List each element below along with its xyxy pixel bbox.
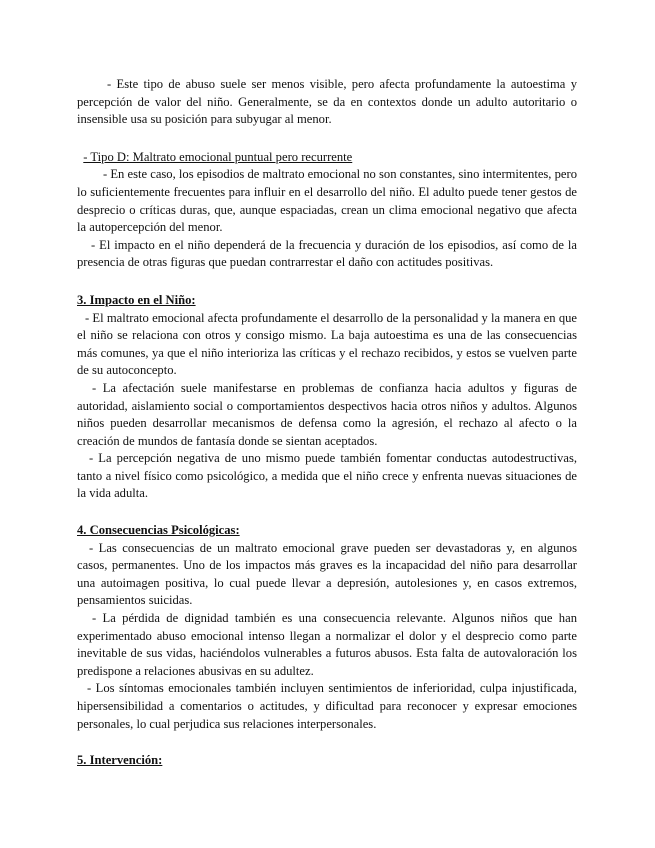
spacer [77, 272, 577, 292]
section-4-paragraph-3: - Los síntomas emocionales también incluyen sentimientos de inferioridad, culpa injustificada, hipersensibilidad a comentarios o actitudes, y dificultad para reconocer y expresar emociones personales, lo cual perjudica sus relaciones interpersonales. [77, 681, 577, 731]
tipo-d-paragraph-1: - En este caso, los episodios de maltrato emocional no son constantes, sino intermitentes, pero lo suficientemente frecuentes para influir en el desarrollo del niño. El adulto puede tener gestos de desprecio o críticas duras, que, aunque espaciadas, crean un clima emocional negativo que afecta la autopercepción del menor. [77, 167, 577, 235]
section-3-heading: 3. Impacto en el Niño: [77, 292, 196, 307]
spacer [77, 733, 577, 752]
tipo-d-subheading [77, 149, 577, 167]
section-5-heading: 5. Intervención: [77, 753, 163, 768]
section-3-paragraph-1: - El maltrato emocional afecta profundamente el desarrollo de la personalidad y la manera en que el niño se relaciona con otros y consigo mismo. La baja autoestima es una de las consecuencias más comunes, ya que el niño interioriza las críticas y el rechazo recibidos, y estos se vuelven parte de su autoconcepto. [77, 310, 577, 378]
section-4-heading: 4. Consecuencias Psicológicas: [77, 523, 240, 538]
tipo-d-paragraph-2: - El impacto en el niño dependerá de la frecuencia y duración de los episodios, así como de la presencia de otras figuras que puedan contrarrestar el daño con actitudes positivas. [77, 237, 577, 270]
section-3-paragraph-2: - La afectación suele manifestarse en problemas de confianza hacia adultos y figuras de autoridad, aislamiento social o comportamientos despectivos hacia otros niños y adultos. Algunos niños pueden desarrollar mecanismos de defensa como la agresión, el rechazo al afecto o la creación de mundos de fantasía donde se sientan aceptados. [77, 380, 577, 448]
section-3-paragraph-3: - La percepción negativa de uno mismo puede también fomentar conductas autodestructivas, tanto a nivel físico como psicológico, a medida que el niño crece y enfrenta nuevas situaciones de la vida adulta. [77, 451, 577, 501]
spacer [77, 129, 577, 149]
section-4-paragraph-1: - Las consecuencias de un maltrato emocional grave pueden ser devastadoras y, en algunos casos, permanentes. Uno de los impactos más graves es la incapacidad del niño para desarrollar una autoimagen positiva, lo cual puede llevar a depresión, autolesiones y, en casos extremos, pensamientos suicidas. [77, 540, 577, 608]
tipo-d-title: - Tipo D: Maltrato emocional puntual pero recurrente [83, 149, 353, 164]
intro-paragraph: - Este tipo de abuso suele ser menos visible, pero afecta profundamente la autoestima y percepción de valor del niño. Generalmente, se da en contextos donde un adulto autoritario o insensible usa su posición para subyugar al menor. [77, 77, 577, 127]
spacer [77, 503, 577, 522]
section-4-paragraph-2: - La pérdida de dignidad también es una consecuencia relevante. Algunos niños que han experimentado abuso emocional intenso llegan a normalizar el dolor y el desprecio como parte inevitable de sus vidas, haciéndolos vulnerables a futuros abusos. Esta falta de autovaloración los predispone a relaciones abusivas en su adultez. [77, 611, 577, 678]
document-page [77, 76, 577, 770]
